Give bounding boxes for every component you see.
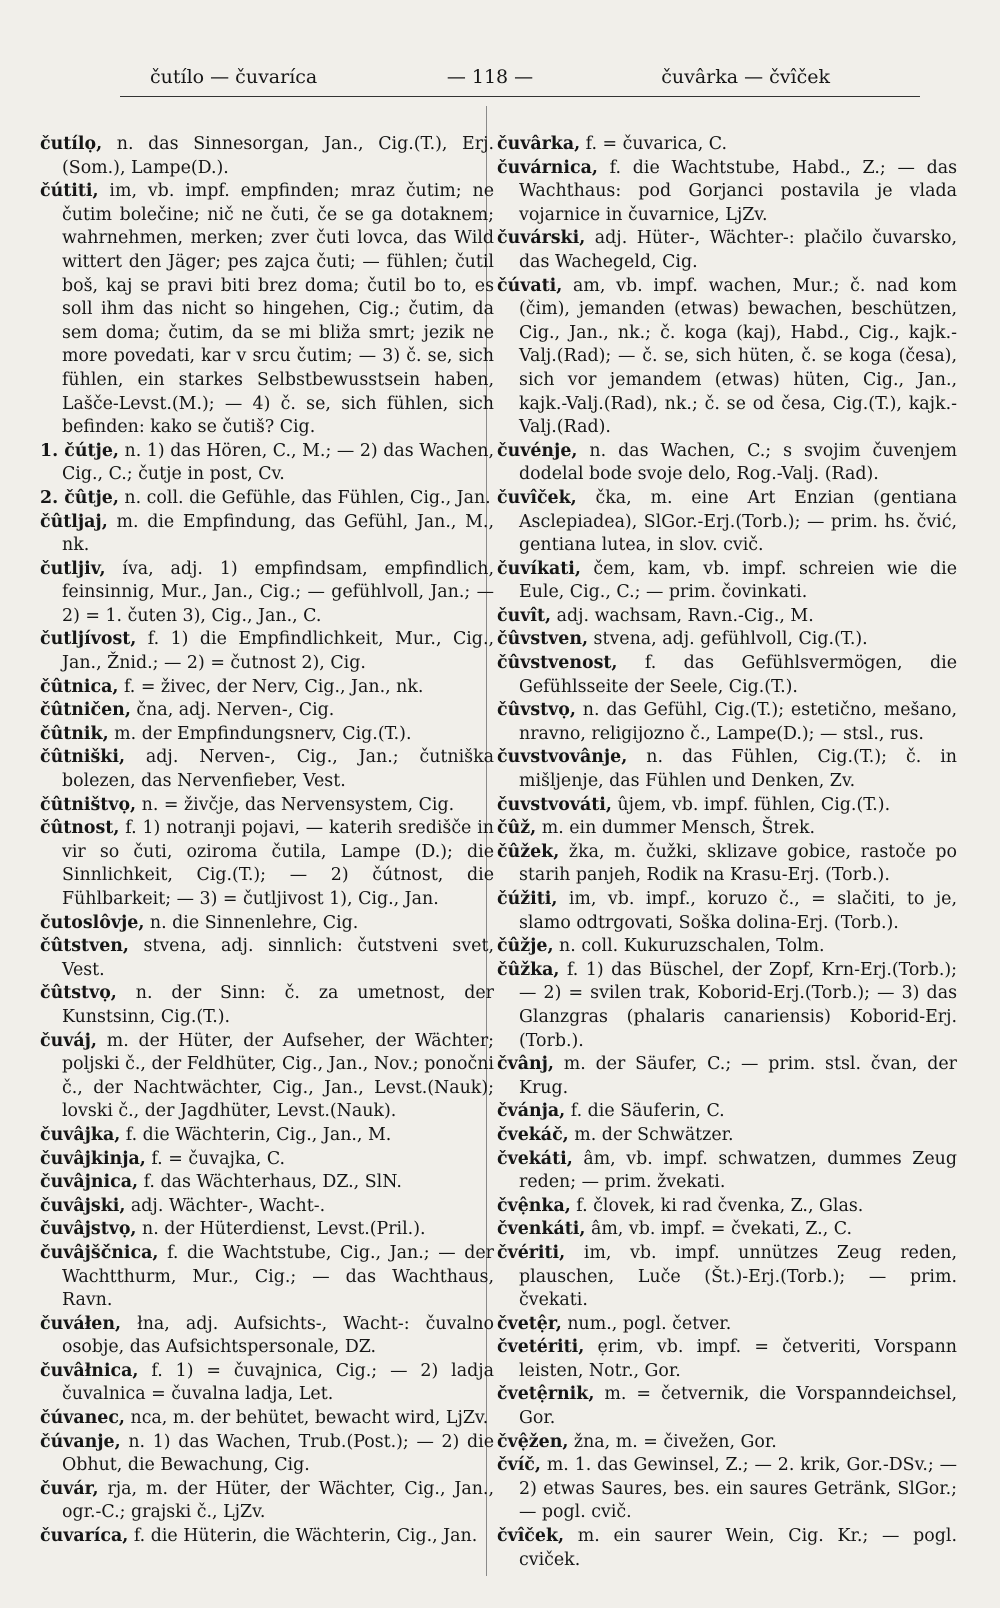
- entry-definition: f. = čuvarica, C.: [580, 134, 728, 154]
- entry-headword: čuvârka,: [497, 134, 581, 154]
- dictionary-entry: [40, 676, 494, 700]
- entry-headword: čuvâjka,: [40, 1124, 121, 1145]
- entry-headword: čuváj,: [40, 1030, 97, 1051]
- entry-definition: žna, m. = čivežen, Gor.: [568, 1431, 777, 1452]
- dictionary-entry: [40, 1195, 494, 1219]
- header-rule: [120, 96, 920, 97]
- entry-headword: čvânj,: [497, 1054, 554, 1075]
- entry-headword: čuvénje,: [497, 440, 578, 461]
- dictionary-entry: [497, 1431, 957, 1455]
- entry-definition: f. 1) = čuvajnica, Cig.; — 2) ladja čuvalnica = čuvalna ladja, Let.: [62, 1360, 494, 1405]
- entry-headword: čvíč,: [497, 1455, 541, 1476]
- entry-definition: adj. Wächter-, Wacht-.: [125, 1195, 326, 1216]
- dictionary-entry: [40, 511, 494, 558]
- entry-definition: m. = četvernik, die Vorspanndeichsel, Gor.: [519, 1384, 957, 1429]
- entry-headword: čvetệr,: [497, 1313, 562, 1334]
- entry-definition: f. die Hüterin, die Wächterin, Cig., Jan.: [128, 1526, 478, 1547]
- entry-definition: f. die Wachtstube, Habd., Z.; — das Wachthaus: pod Gorjanci postavila je vlada vojarnice in čuvarnice, LjZv.: [519, 157, 957, 225]
- entry-definition: im, vb. impf., koruzo č., = slačiti, to je, slamo odtrgovati, Soška dolina-Erj. (Torb.).: [519, 889, 957, 933]
- dictionary-entry: [497, 1100, 957, 1124]
- dictionary-entry: [40, 1431, 494, 1478]
- entry-definition: n. die Sinnenlehre, Cig.: [144, 912, 359, 933]
- entry-definition: n. coll. Kukuruzschalen, Tolm.: [553, 936, 825, 957]
- entry-headword: čûžka,: [497, 959, 560, 980]
- entry-headword: čûžje,: [497, 936, 554, 957]
- dictionary-entry: [497, 227, 957, 274]
- right-column: [497, 133, 957, 1572]
- dictionary-entry: [40, 1313, 494, 1360]
- header-right-guideword: čuvârka — čvîček: [661, 66, 830, 88]
- entry-headword: čuvâjnica,: [40, 1172, 139, 1193]
- entry-definition: m. die Empfindung, das Gefühl, Jan., M., nk.: [62, 511, 494, 556]
- entry-definition: num., pogl. četver.: [561, 1313, 732, 1334]
- entry-definition: m. ein saurer Wein, Cig. Kr.; — pogl. cviček.: [519, 1526, 957, 1570]
- entry-definition: âm, vb. impf. schwatzen, dummes Zeug reden; — prim. žvekati.: [519, 1148, 957, 1193]
- entry-definition: f. das Gefühlsvermögen, die Gefühlsseite der Seele, Cig.(T.).: [519, 653, 957, 697]
- dictionary-entry: [497, 1336, 957, 1383]
- entry-headword: čútiti,: [40, 181, 99, 202]
- dictionary-entry: [40, 1242, 494, 1313]
- entry-headword: čuvît,: [497, 605, 552, 626]
- entry-definition: čka, m. eine Art Enzian (gentiana Asclepiadea), SlGor.-Erj.(Torb.); — prim. hs. čvić, gentiana lutea, in slov. cvič.: [519, 487, 957, 556]
- entry-headword: čvekáti,: [497, 1148, 573, 1169]
- entry-definition: f. = čuvajka, C.: [145, 1148, 286, 1169]
- entry-headword: čutoslôvje,: [40, 912, 145, 933]
- dictionary-entry: [40, 746, 494, 793]
- dictionary-entry: [40, 1148, 494, 1172]
- entry-headword: čuvíkati,: [497, 558, 581, 579]
- entry-definition: m. 1. das Gewinsel, Z.; — 2. krik, Gor.-DSv.; — 2) etwas Saures, bes. ein saures Getränk, SlGor.; — pogl. cvič.: [519, 1455, 957, 1523]
- entry-definition: čna, adj. Nerven-, Cig.: [130, 700, 335, 721]
- entry-definition: n. das Wachen, C.; s svojim čuvenjem dodelal bode svoje delo, Rog.-Valj. (Rad).: [519, 440, 957, 485]
- entry-headword: čvîček,: [497, 1526, 565, 1547]
- dictionary-entry: [497, 1053, 957, 1100]
- dictionary-entry: [497, 1148, 957, 1195]
- entry-definition: n. das Fühlen, Cig.(T.); č. in mišljenje, das Fühlen und Denken, Zv.: [519, 747, 957, 792]
- entry-headword: čûvstvenost,: [497, 653, 618, 674]
- entry-headword: čuvár,: [40, 1478, 99, 1499]
- entry-headword: čûvstven,: [497, 629, 589, 650]
- entry-headword: čûtstvọ,: [40, 983, 117, 1004]
- dictionary-entry: [40, 935, 494, 982]
- entry-headword: čuvárnica,: [497, 157, 598, 178]
- entry-definition: im, vb. impf. empfinden; mraz čutim; ne čutim bolečine; nič ne čuti, če se ga dotaknem; wahrnehmen, merken; zver čuti lovca, das Wild wittert den Jäger; pes zajca čuti; — fühlen; čutil boš, kaj se pravi biti brez doma; čutil bo to, es soll ihm das nicht so hingehen, Cig.; čutim, da sem doma; čutim, da se mi bliža smrt; jezik ne more povedati, kar v srcu čutim; — 3) č. se, sich fühlen, ein starkes Selbstbewusstsein haben, Lašče-Levst.(M.); — 4) č. se, sich fühlen, sich befinden: kako se čutiš? Cig.: [62, 181, 494, 438]
- entry-headword: čutljiv,: [40, 558, 106, 579]
- dictionary-entry: [40, 440, 494, 487]
- entry-headword: čuvaríca,: [40, 1526, 129, 1547]
- dictionary-entry: [497, 935, 957, 959]
- dictionary-entry: [40, 699, 494, 723]
- entry-headword: čvetériti,: [497, 1337, 585, 1358]
- dictionary-entry: [497, 794, 957, 818]
- dictionary-entry: [497, 841, 957, 888]
- entry-headword: čûžek,: [497, 841, 560, 862]
- entry-headword: čuvîček,: [497, 487, 577, 508]
- entry-headword: čvệnka,: [497, 1195, 571, 1216]
- entry-headword: čvệžen,: [497, 1431, 569, 1452]
- dictionary-entry: [40, 1478, 494, 1525]
- entry-headword: čuváłen,: [40, 1313, 122, 1334]
- entry-definition: m. ein dummer Mensch, Štrek.: [536, 818, 816, 839]
- dictionary-entry: [497, 746, 957, 793]
- entry-headword: čúvanec,: [40, 1408, 125, 1429]
- entry-definition: stvena, adj. gefühlvoll, Cig.(T.).: [588, 629, 868, 650]
- entry-definition: rja, m. der Hüter, der Wächter, Cig., Jan., ogr.-C.; grajski č., LjZv.: [62, 1478, 494, 1523]
- dictionary-entry: [497, 959, 957, 1053]
- dictionary-entry: [497, 1525, 957, 1572]
- entry-definition: f. die Wachtstube, Cig., Jan.; — der Wachtthurm, Mur., Cig.; — das Wachthaus, Ravn.: [62, 1242, 494, 1311]
- dictionary-entry: [497, 440, 957, 487]
- entry-headword: 1. čútje,: [40, 440, 119, 461]
- dictionary-entry: [40, 487, 494, 511]
- dictionary-entry: [40, 1218, 494, 1242]
- entry-definition: f. 1) die Empfindlichkeit, Mur., Cig., Jan., Žnid.; — 2) = čutnost 2), Cig.: [62, 629, 494, 674]
- dictionary-entry: [497, 1454, 957, 1525]
- dictionary-entry: [40, 1030, 494, 1124]
- dictionary-entry: [497, 157, 957, 228]
- dictionary-entry: [497, 133, 957, 157]
- entry-headword: čuvâjski,: [40, 1195, 126, 1216]
- dictionary-entry: [497, 1124, 957, 1148]
- dictionary-entry: [497, 888, 957, 935]
- dictionary-entry: [497, 1313, 957, 1337]
- entry-headword: 2. čûtje,: [40, 487, 119, 508]
- entry-headword: čûž,: [497, 818, 537, 839]
- entry-definition: ẹrim, vb. impf. = četveriti, Vorspann leisten, Notr., Gor.: [519, 1337, 957, 1381]
- entry-headword: čvánja,: [497, 1101, 566, 1122]
- entry-definition: n. der Hüterdienst, Levst.(Pril.).: [136, 1219, 426, 1240]
- entry-definition: adj. wachsam, Ravn.-Cig., M.: [551, 605, 814, 626]
- dictionary-entry: [497, 1383, 957, 1430]
- entry-definition: f. die Wächterin, Cig., Jan., M.: [120, 1124, 392, 1145]
- dictionary-entry: [40, 982, 494, 1029]
- entry-definition: n. der Sinn: č. za umetnost, der Kunstsinn, Cig.(T.).: [62, 983, 494, 1027]
- entry-headword: čvenkáti,: [497, 1219, 586, 1240]
- entry-headword: čûtničen,: [40, 700, 131, 721]
- page-number: — 118 —: [446, 66, 534, 88]
- entry-headword: čûtniški,: [40, 747, 126, 768]
- entry-headword: čúvanje,: [40, 1431, 121, 1452]
- dictionary-entry: [40, 1124, 494, 1148]
- entry-definition: n. 1) das Wachen, Trub.(Post.); — 2) die Obhut, die Bewachung, Cig.: [62, 1431, 494, 1476]
- entry-definition: âm, vb. impf. = čvekati, Z., C.: [585, 1219, 852, 1240]
- page-header: [150, 66, 830, 94]
- entry-definition: m. der Säufer, C.; — prim. stsl. čvan, der Krug.: [519, 1054, 957, 1098]
- entry-definition: stvena, adj. sinnlich: čutstveni svet, Vest.: [62, 936, 494, 980]
- entry-headword: čuvárski,: [497, 228, 586, 249]
- entry-definition: f. človek, ki rad čvenka, Z., Glas.: [570, 1195, 864, 1216]
- entry-headword: čuvâłnica,: [40, 1360, 139, 1381]
- dictionary-entry: [40, 794, 494, 818]
- dictionary-entry: [40, 180, 494, 440]
- entry-headword: čutljívost,: [40, 629, 137, 650]
- entry-definition: n. das Sinnesorgan, Jan., Cig.(T.), Erj.(Som.), Lampe(D.).: [62, 134, 494, 178]
- entry-definition: adj. Hüter-, Wächter-: plačilo čuvarsko, das Wachegeld, Cig.: [519, 228, 957, 272]
- entry-headword: čúžiti,: [497, 889, 558, 909]
- dictionary-entry: [497, 275, 957, 440]
- entry-definition: m. der Empfindungsnerv, Cig.(T.).: [108, 723, 412, 744]
- dictionary-entry: [497, 1242, 957, 1313]
- entry-headword: čûtnica,: [40, 676, 119, 697]
- dictionary-entry: [497, 558, 957, 605]
- entry-headword: čvetệrnik,: [497, 1384, 595, 1405]
- entry-headword: čûtništvọ,: [40, 794, 137, 815]
- entry-definition: f. = živec, der Nerv, Cig., Jan., nk.: [118, 676, 424, 697]
- entry-definition: ûjem, vb. impf. fühlen, Cig.(T.).: [611, 794, 891, 815]
- entry-headword: čuvstvovânje,: [497, 747, 628, 768]
- entry-definition: am, vb. impf. wachen, Mur.; č. nad kom (čim), jemanden (etwas) bewachen, beschützen, Cig., Jan., nk.; č. koga (kaj), Habd., Cig., kajk.-Valj.(Rad); — č. se, sich hüten, č. se koga (česa), sich vor jemandem (etwas) hüten, Cig., Jan., kajk.-Valj.(Rad), nk.; č. se od česa, Cig.(T.), kajk.-Valj.(Rad).: [519, 275, 957, 438]
- entry-definition: n. = živčje, das Nervensystem, Cig.: [136, 794, 455, 815]
- entry-definition: f. das Wächterhaus, DZ., SlN.: [138, 1172, 402, 1193]
- entry-headword: čûtnost,: [40, 818, 120, 839]
- entry-headword: čûtstven,: [40, 936, 129, 957]
- dictionary-entry: [40, 1525, 494, 1549]
- dictionary-entry: [40, 558, 494, 629]
- dictionary-entry: [40, 1407, 494, 1431]
- dictionary-entry: [40, 1360, 494, 1407]
- dictionary-entry: [40, 1171, 494, 1195]
- dictionary-entry: [497, 699, 957, 746]
- dictionary-entry: [40, 133, 494, 180]
- dictionary-entry: [497, 817, 957, 841]
- entry-definition: n. das Gefühl, Cig.(T.); estetično, mešano, nravno, religijozno č., Lampe(D.); — stsl., rus.: [519, 700, 957, 744]
- entry-definition: f. 1) das Büschel, der Zopf, Krn-Erj.(Torb.); — 2) = svilen trak, Koborid-Erj.(Torb.); — 3) das Glanzgras (phalaris canariensis) Koborid-Erj.(Torb.).: [519, 959, 957, 1051]
- dictionary-entry: [497, 1195, 957, 1219]
- entry-definition: nca, m. der behütet, bewacht wird, LjZv.: [124, 1408, 489, 1429]
- entry-headword: čvekáč,: [497, 1124, 569, 1145]
- entry-headword: čúvati,: [497, 275, 563, 296]
- left-column: [40, 133, 494, 1549]
- entry-definition: f. 1) notranji pojavi, — katerih središče in vir so čuti, oziroma čutila, Lampe (D.); die Sinnlichkeit, Cig.(T.); — 2) čútnost, die Fühlbarkeit; — 3) = čutljivost 1), Cig., Jan.: [62, 818, 494, 909]
- entry-definition: n. 1) das Hören, C., M.; — 2) das Wachen, Cig., C.; čutje in post, Cv.: [62, 440, 494, 485]
- dictionary-entry: [497, 487, 957, 558]
- entry-headword: čûtljaj,: [40, 511, 108, 532]
- entry-definition: m. der Hüter, der Aufseher, der Wächter; poljski č., der Feldhüter, Cig., Jan., Nov.; ponočni č., der Nachtwächter, Cig., Jan., Levst.(Nauk); lovski č., der Jagdhüter, Levst.(Nauk).: [62, 1030, 494, 1122]
- entry-headword: čûtnik,: [40, 723, 109, 744]
- dictionary-entry: [40, 628, 494, 675]
- entry-headword: čûvstvọ,: [497, 700, 576, 721]
- entry-definition: íva, adj. 1) empfindsam, empfindlich, feinsinnig, Mur., Jan., Cig.; — gefühlvoll, Jan.; — 2) = 1. čuten 3), Cig., Jan., C.: [62, 558, 494, 626]
- dictionary-entry: [40, 723, 494, 747]
- header-left-guideword: čutílo — čuvaríca: [150, 66, 318, 88]
- entry-headword: čutílọ,: [40, 134, 103, 154]
- entry-definition: łna, adj. Aufsichts-, Wacht-: čuvalno osobje, das Aufsichtspersonale, DZ.: [62, 1313, 494, 1358]
- entry-headword: čvériti,: [497, 1242, 566, 1263]
- entry-definition: čem, kam, vb. impf. schreien wie die Eule, Cig., C.; — prim. čovinkati.: [519, 558, 957, 603]
- entry-definition: im, vb. impf. unnützes Zeug reden, plauschen, Luče (Št.)-Erj.(Torb.); — prim. čvekati.: [519, 1242, 957, 1311]
- dictionary-entry: [497, 652, 957, 699]
- entry-headword: čuvâjstvọ,: [40, 1219, 137, 1240]
- entry-headword: čuvâjšč́nica,: [40, 1242, 159, 1263]
- entry-definition: adj. Nerven-, Cig., Jan.; čutniška bolezen, das Nervenfieber, Vest.: [62, 747, 494, 792]
- entry-headword: čuvstvováti,: [497, 794, 612, 815]
- entry-headword: čuvâjkinja,: [40, 1148, 146, 1169]
- entry-definition: f. die Säuferin, C.: [565, 1101, 725, 1122]
- dictionary-entry: [497, 605, 957, 629]
- entry-definition: žka, m. čužki, sklizave gobice, rastoče po starih panjeh, Rodik na Krasu-Erj. (Torb.).: [519, 841, 957, 886]
- dictionary-entry: [497, 1218, 957, 1242]
- dictionary-entry: [40, 912, 494, 936]
- entry-definition: m. der Schwätzer.: [568, 1124, 734, 1145]
- entry-definition: n. coll. die Gefühle, das Fühlen, Cig., Jan.: [118, 487, 491, 508]
- dictionary-entry: [497, 628, 957, 652]
- dictionary-entry: [40, 817, 494, 911]
